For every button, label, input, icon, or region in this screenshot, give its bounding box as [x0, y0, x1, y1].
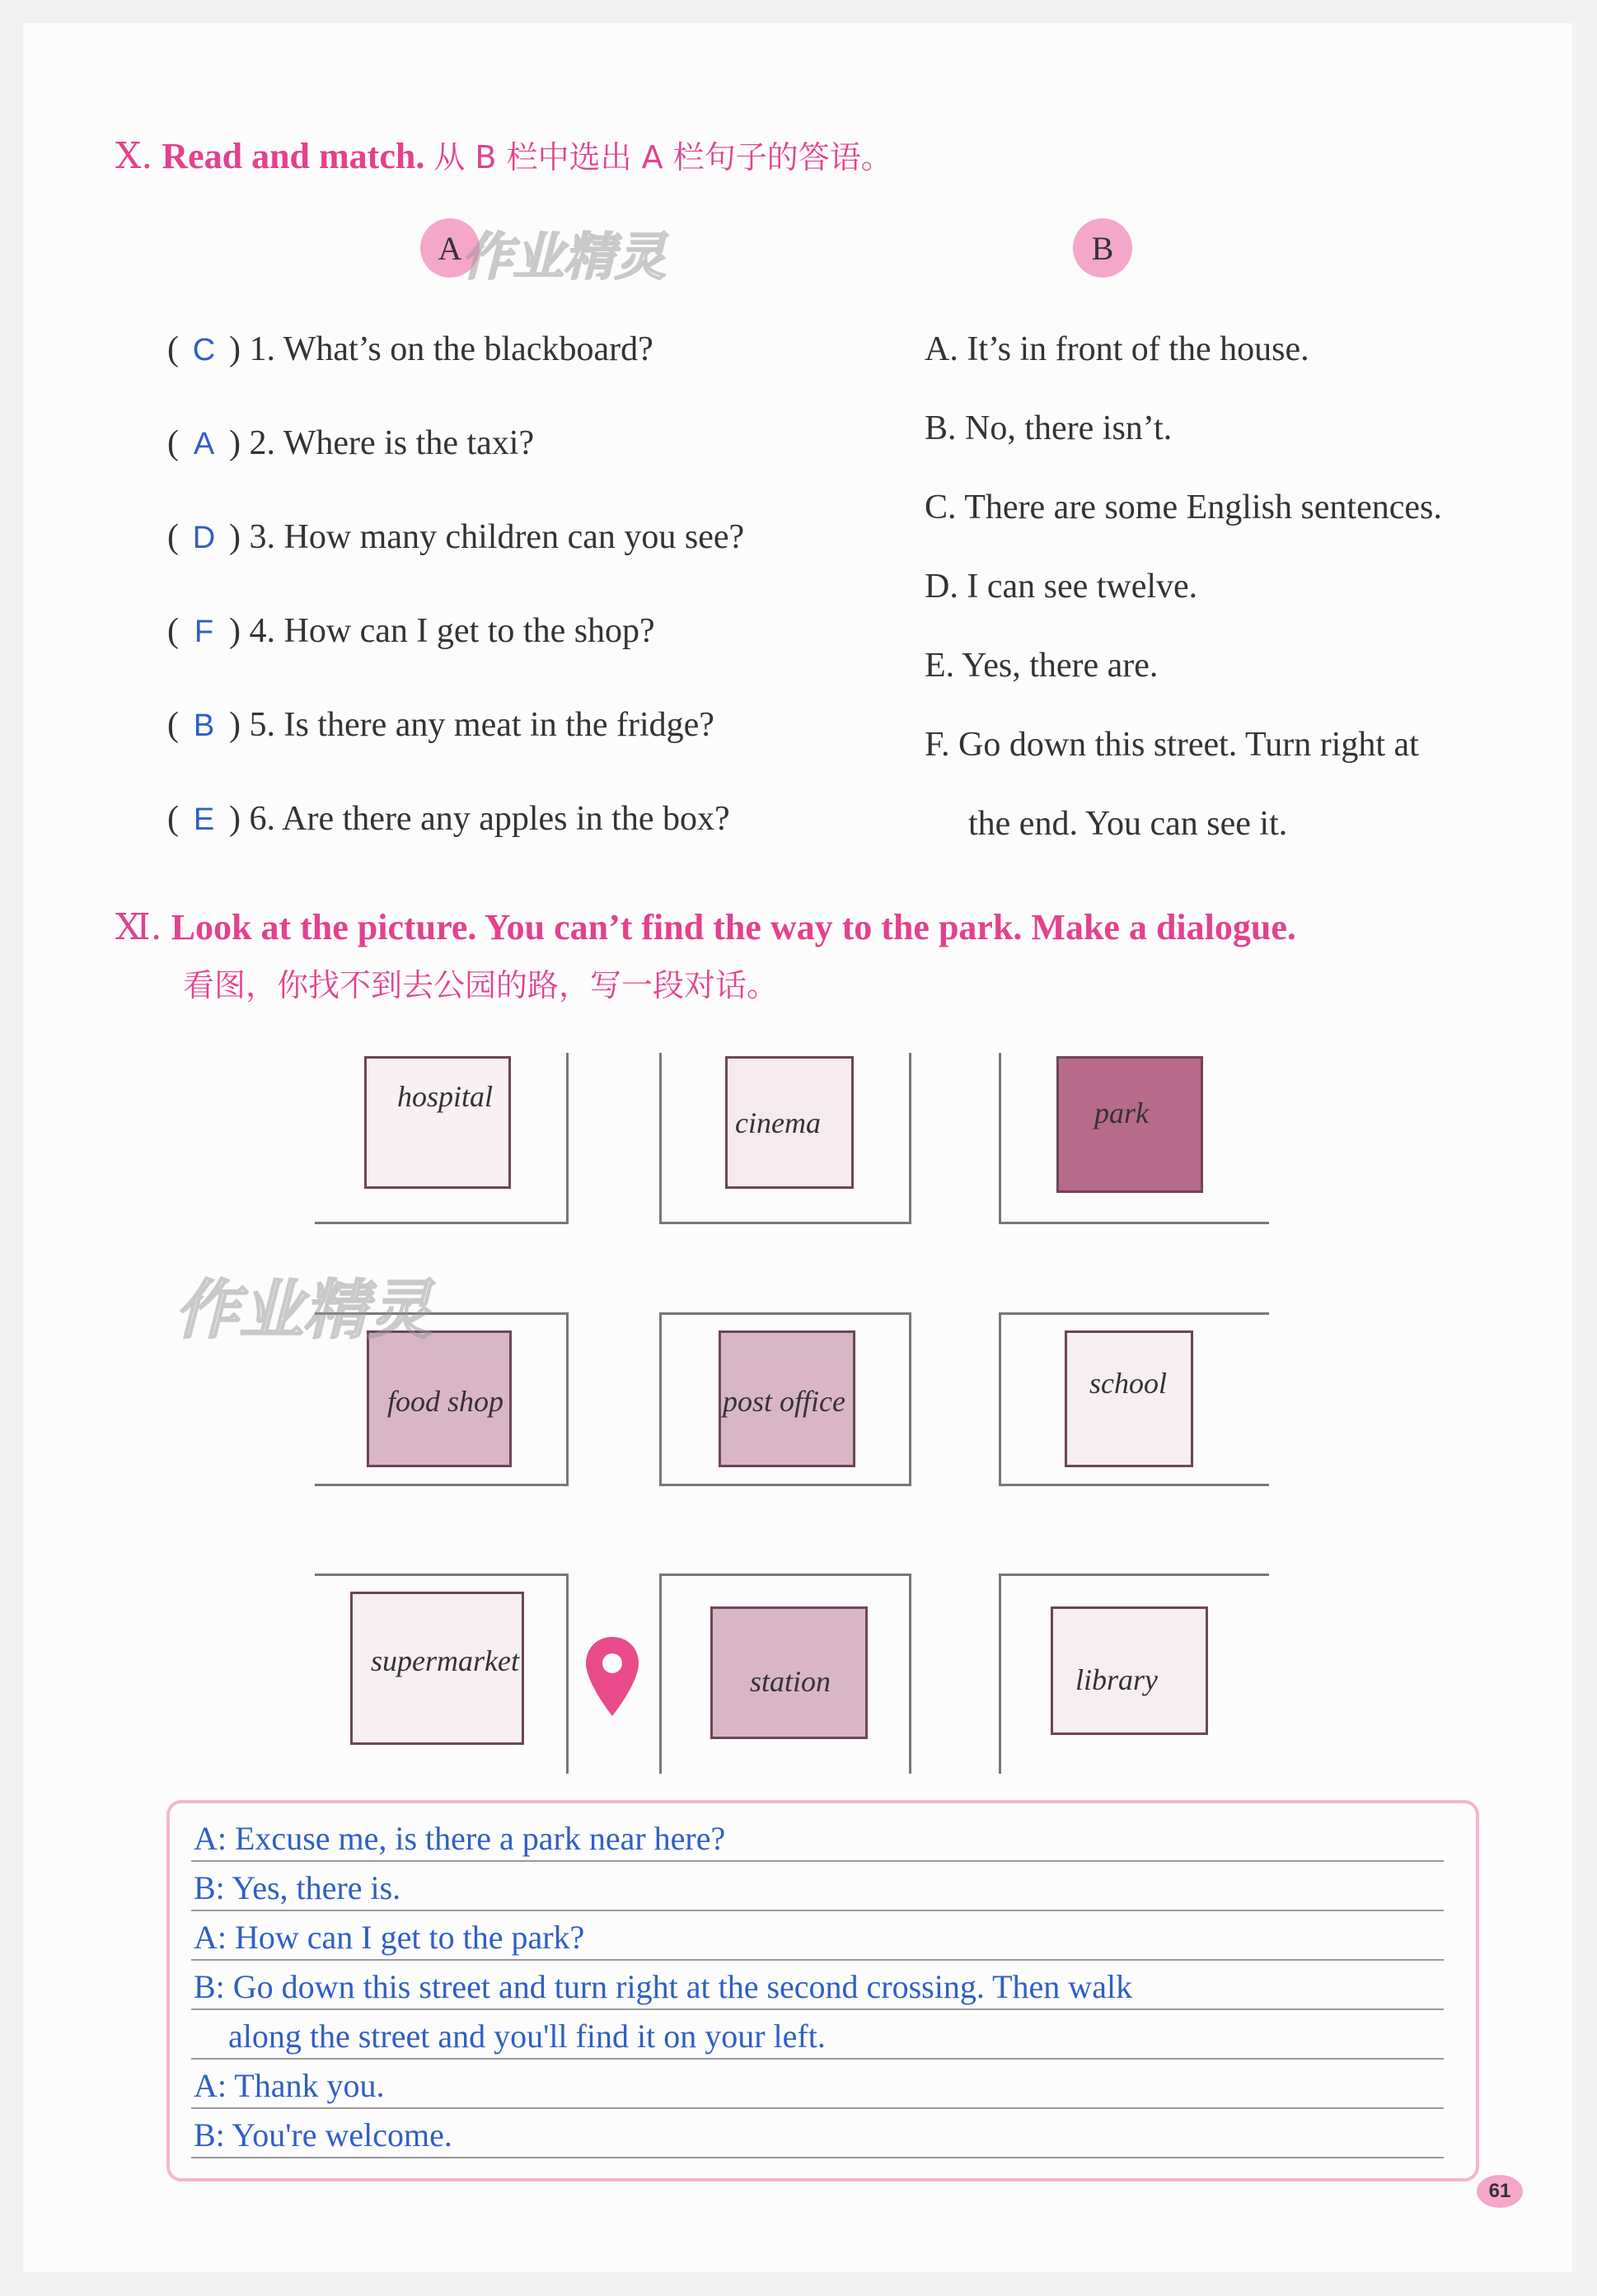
option-a: A. It’s in front of the house.	[925, 330, 1309, 368]
question-4: ( F ) 4. How can I get to the shop?	[167, 612, 655, 650]
answer-4: F	[194, 615, 214, 649]
column-a-badge: A	[420, 218, 480, 278]
question-6: ( E ) 6. Are there any apples in the box?	[167, 800, 730, 838]
answer-1: C	[192, 333, 216, 367]
food-shop-label: food shop	[387, 1385, 504, 1418]
dialogue-text-2: B: Yes, there is.	[194, 1869, 401, 1906]
dialogue-text-1: A: Excuse me, is there a park near here?	[194, 1820, 726, 1857]
hospital-label: hospital	[397, 1080, 494, 1113]
section-11-title	[115, 906, 1296, 948]
dialogue-text-7: B: You're welcome.	[194, 2116, 452, 2153]
answer-5: B	[193, 708, 215, 743]
option-f: F. Go down this street. Turn right at	[925, 726, 1419, 764]
section-11-instruction: 看图，你找不到去公园的路，写一段对话。	[183, 967, 779, 1003]
dialogue-text-4: B: Go down this street and turn right at the second crossing. Then walk	[194, 1968, 1133, 2005]
answer-6: E	[193, 802, 215, 837]
option-d: D. I can see twelve.	[925, 568, 1198, 606]
post-office-label: post office	[723, 1385, 845, 1418]
question-2: ( A ) 2. Where is the taxi?	[167, 424, 535, 462]
answer-2: A	[193, 427, 215, 461]
section-11-heading: Look at the picture. You can’t find the way to the park. Make a dialogue.	[171, 907, 1296, 947]
page-number: 61	[1477, 2175, 1523, 2208]
dialogue-text-3: A: How can I get to the park?	[194, 1919, 585, 1956]
watermark-top: 作业精灵	[461, 227, 667, 287]
option-b: B. No, there isn’t.	[925, 409, 1173, 447]
section-10-heading: Read and match.	[162, 136, 425, 176]
dialogue-text-6: A: Thank you.	[194, 2067, 385, 2104]
option-c: C. There are some English sentences.	[925, 489, 1442, 526]
column-b-badge: B	[1073, 218, 1132, 278]
option-f-continued: the end. You can see it.	[968, 805, 1288, 843]
option-e: E. Yes, there are.	[925, 647, 1159, 685]
section-11-instruction-row	[183, 960, 778, 1005]
question-5: ( B ) 5. Is there any meat in the fridge?	[167, 706, 714, 744]
question-3: ( D ) 3. How many children can you see?	[167, 518, 745, 556]
supermarket-label: supermarket	[371, 1644, 519, 1677]
question-1: ( C ) 1. What’s on the blackboard?	[167, 330, 653, 368]
section-11-number: Ⅺ.	[115, 906, 162, 948]
dialogue-text-5: along the street and you'll find it on your left.	[228, 2018, 826, 2055]
section-10-number: Ⅹ.	[115, 135, 153, 177]
watermark-middle: 作业精灵	[175, 1274, 433, 1348]
cinema-label: cinema	[735, 1106, 821, 1139]
answer-3: D	[192, 521, 216, 555]
location-pin-icon	[583, 1635, 641, 1718]
section-10-instruction: 从 B 栏中选出 A 栏句子的答语。	[433, 139, 892, 175]
park-label: park	[1094, 1097, 1149, 1129]
library-label: library	[1075, 1663, 1159, 1696]
section-10-title	[115, 132, 892, 177]
school-label: school	[1089, 1367, 1167, 1400]
hospital-building	[364, 1056, 511, 1189]
station-label: station	[750, 1665, 831, 1698]
